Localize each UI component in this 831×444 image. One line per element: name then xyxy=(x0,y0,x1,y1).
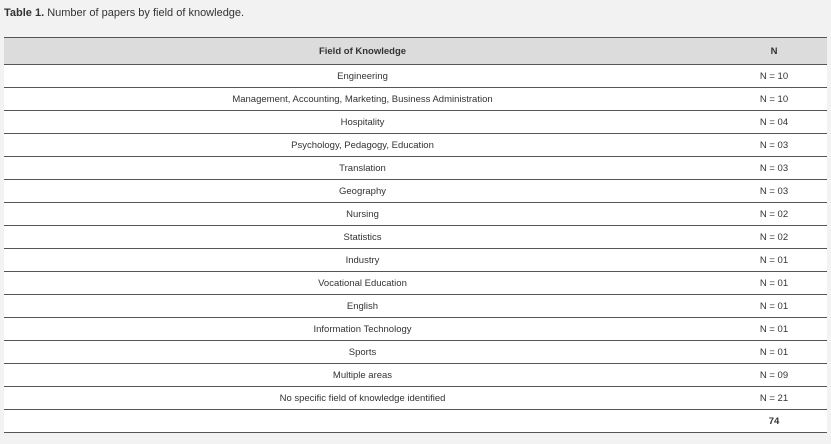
table-row xyxy=(4,295,827,318)
n-cell: N = 10 xyxy=(721,88,827,111)
field-cell: Psychology, Pedagogy, Education xyxy=(4,134,721,157)
n-cell: N = 02 xyxy=(721,226,827,249)
field-cell: English xyxy=(4,295,721,318)
table-row xyxy=(4,341,827,364)
field-cell: Translation xyxy=(4,157,721,180)
table-row xyxy=(4,65,827,88)
table-caption xyxy=(4,6,244,20)
table-row xyxy=(4,203,827,226)
field-cell: Multiple areas xyxy=(4,364,721,387)
header-field-of-knowledge: Field of Knowledge xyxy=(4,38,721,65)
n-cell: N = 01 xyxy=(721,318,827,341)
field-cell: Sports xyxy=(4,341,721,364)
table-row xyxy=(4,88,827,111)
n-cell: N = 03 xyxy=(721,134,827,157)
n-cell: N = 03 xyxy=(721,157,827,180)
table-caption-label: Table 1. xyxy=(4,7,45,19)
n-cell: N = 21 xyxy=(721,387,827,410)
n-cell: N = 09 xyxy=(721,364,827,387)
papers-by-field-table xyxy=(4,37,827,433)
table-row xyxy=(4,272,827,295)
table-row xyxy=(4,249,827,272)
n-cell: N = 04 xyxy=(721,111,827,134)
total-value-cell: 74 xyxy=(721,410,827,433)
field-cell: Management, Accounting, Marketing, Business Administration xyxy=(4,88,721,111)
field-cell: Nursing xyxy=(4,203,721,226)
table-row xyxy=(4,364,827,387)
table-total-row xyxy=(4,410,827,433)
table-row xyxy=(4,134,827,157)
n-cell: N = 10 xyxy=(721,65,827,88)
n-cell: N = 01 xyxy=(721,272,827,295)
n-cell: N = 01 xyxy=(721,341,827,364)
table-row xyxy=(4,180,827,203)
n-cell: N = 01 xyxy=(721,249,827,272)
field-cell: Hospitality xyxy=(4,111,721,134)
field-cell: Vocational Education xyxy=(4,272,721,295)
field-cell: No specific field of knowledge identified xyxy=(4,387,721,410)
table-row xyxy=(4,318,827,341)
table-row xyxy=(4,111,827,134)
field-cell: Engineering xyxy=(4,65,721,88)
table-caption-text: Number of papers by field of knowledge. xyxy=(44,7,245,19)
table-row xyxy=(4,226,827,249)
table-row xyxy=(4,387,827,410)
header-n: N xyxy=(721,38,827,65)
field-cell: Information Technology xyxy=(4,318,721,341)
n-cell: N = 02 xyxy=(721,203,827,226)
field-cell: Industry xyxy=(4,249,721,272)
table-container xyxy=(4,37,827,433)
n-cell: N = 01 xyxy=(721,295,827,318)
table-header-row xyxy=(4,38,827,65)
field-cell: Geography xyxy=(4,180,721,203)
total-label-cell xyxy=(4,410,721,433)
n-cell: N = 03 xyxy=(721,180,827,203)
field-cell: Statistics xyxy=(4,226,721,249)
table-row xyxy=(4,157,827,180)
